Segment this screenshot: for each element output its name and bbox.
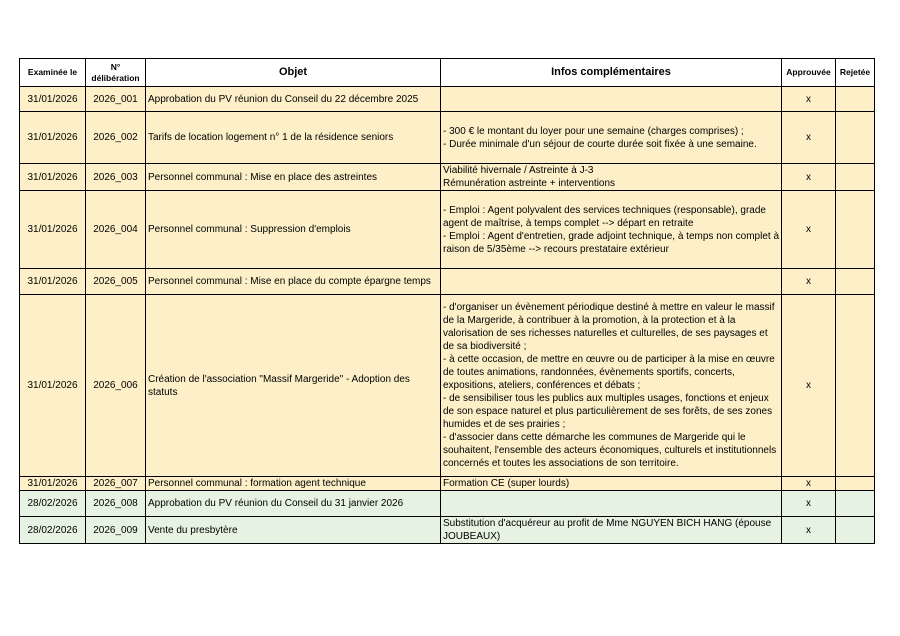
info-line: - de sensibiliser tous les publics aux multiples usages, fonctions et enjeux de son espace naturel et plus particulièrement de ses forêts, de ses zones humides et de ses prairies ; [443,393,773,430]
cell-approuvee: x [782,517,836,544]
cell-objet: Approbation du PV réunion du Conseil du 31 janvier 2026 [146,491,441,517]
info-line: - Emploi : Agent d'entretien, grade adjoint technique, à temps non complet à raison de 5/35ème --> recours prestataire extérieur [443,230,780,255]
header-rejetee: Rejetée [836,59,875,87]
cell-numero: 2026_006 [86,295,146,477]
cell-numero: 2026_009 [86,517,146,544]
cell-rejetee [836,191,875,269]
info-line: Rémunération astreinte + interventions [443,178,616,189]
cell-date: 31/01/2026 [20,164,86,191]
cell-objet: Vente du presbytère [146,517,441,544]
cell-infos [441,269,782,295]
cell-rejetee [836,164,875,191]
info-line: - d'associer dans cette démarche les communes de Margeride qui le souhaitent, l'ensemble des acteurs économiques, culturels et institutionnels concernés et toutes les associations de son territoire. [443,432,777,469]
cell-approuvee: x [782,269,836,295]
header-examinee: Examinée le [20,59,86,87]
cell-objet: Personnel communal : formation agent technique [146,477,441,491]
cell-date: 28/02/2026 [20,517,86,544]
cell-numero: 2026_005 [86,269,146,295]
info-line: Formation CE (super lourds) [443,478,570,489]
header-approuvee: Approuvée [782,59,836,87]
table-row [20,164,875,191]
cell-objet: Personnel communal : Mise en place du compte épargne temps [146,269,441,295]
cell-date: 31/01/2026 [20,87,86,112]
header-numero-line1: N° [110,61,121,72]
info-line: - 300 € le montant du loyer pour une semaine (charges comprises) ; [443,125,744,137]
cell-date: 31/01/2026 [20,191,86,269]
info-line: - Emploi : Agent polyvalent des services techniques (responsable), grade agent de maîtrise, à temps complet --> départ en retraite [443,204,766,229]
cell-infos [441,112,782,164]
table-row [20,517,875,544]
cell-approuvee: x [782,295,836,477]
cell-approuvee: x [782,491,836,517]
info-line: Substitution d'acquéreur au profit de Mme NGUYEN BICH HANG (épouse JOUBEAUX) [443,518,772,542]
header-numero-line2: délibération [91,72,140,83]
table-row [20,491,875,517]
cell-rejetee [836,87,875,112]
cell-rejetee [836,517,875,544]
cell-numero: 2026_003 [86,164,146,191]
cell-objet: Tarifs de location logement n° 1 de la résidence seniors [146,112,441,164]
cell-numero: 2026_004 [86,191,146,269]
cell-numero: 2026_008 [86,491,146,517]
header-infos: Infos complémentaires [441,59,782,87]
cell-date: 31/01/2026 [20,477,86,491]
cell-objet: Personnel communal : Mise en place des astreintes [146,164,441,191]
cell-date: 28/02/2026 [20,491,86,517]
cell-numero: 2026_001 [86,87,146,112]
header-objet: Objet [146,59,441,87]
cell-date: 31/01/2026 [20,112,86,164]
cell-approuvee: x [782,112,836,164]
cell-infos [441,164,782,191]
cell-rejetee [836,295,875,477]
cell-infos [441,191,782,269]
table-row [20,191,875,269]
cell-date: 31/01/2026 [20,295,86,477]
cell-objet: Personnel communal : Suppression d'emplois [146,191,441,269]
cell-rejetee [836,477,875,491]
cell-rejetee [836,112,875,164]
cell-approuvee: x [782,164,836,191]
cell-infos [441,87,782,112]
cell-approuvee: x [782,87,836,112]
info-line: - Durée minimale d'un séjour de courte durée soit fixée à une semaine. [443,138,757,150]
table-row [20,477,875,491]
table-row [20,112,875,164]
cell-rejetee [836,491,875,517]
cell-infos [441,517,782,544]
cell-infos [441,491,782,517]
cell-objet: Approbation du PV réunion du Conseil du 22 décembre 2025 [146,87,441,112]
cell-rejetee [836,269,875,295]
info-line: Viabilité hivernale / Astreinte à J-3 [443,165,594,176]
cell-approuvee: x [782,477,836,491]
cell-numero: 2026_007 [86,477,146,491]
cell-numero: 2026_002 [86,112,146,164]
cell-infos [441,295,782,477]
info-line: - d'organiser un évènement périodique destiné à mettre en valeur le massif de la Margeride, à contribuer à la promotion, à la protection et à la valorisation de ses richesses naturelles et culturelles, de ses paysages et de sa biodiversité ; [443,302,775,352]
table-row [20,269,875,295]
header-numero [86,59,146,87]
table-header-row [20,59,875,87]
deliberations-table [19,58,875,544]
cell-infos [441,477,782,491]
table-row [20,87,875,112]
cell-date: 31/01/2026 [20,269,86,295]
table-row [20,295,875,477]
info-line: - à cette occasion, de mettre en œuvre ou de participer à la mise en œuvre de toutes animations, randonnées, évènements sportifs, concerts, expositions, ateliers, conférences et débats ; [443,354,775,391]
cell-objet: Création de l'association "Massif Margeride" - Adoption des statuts [146,295,441,477]
cell-approuvee: x [782,191,836,269]
